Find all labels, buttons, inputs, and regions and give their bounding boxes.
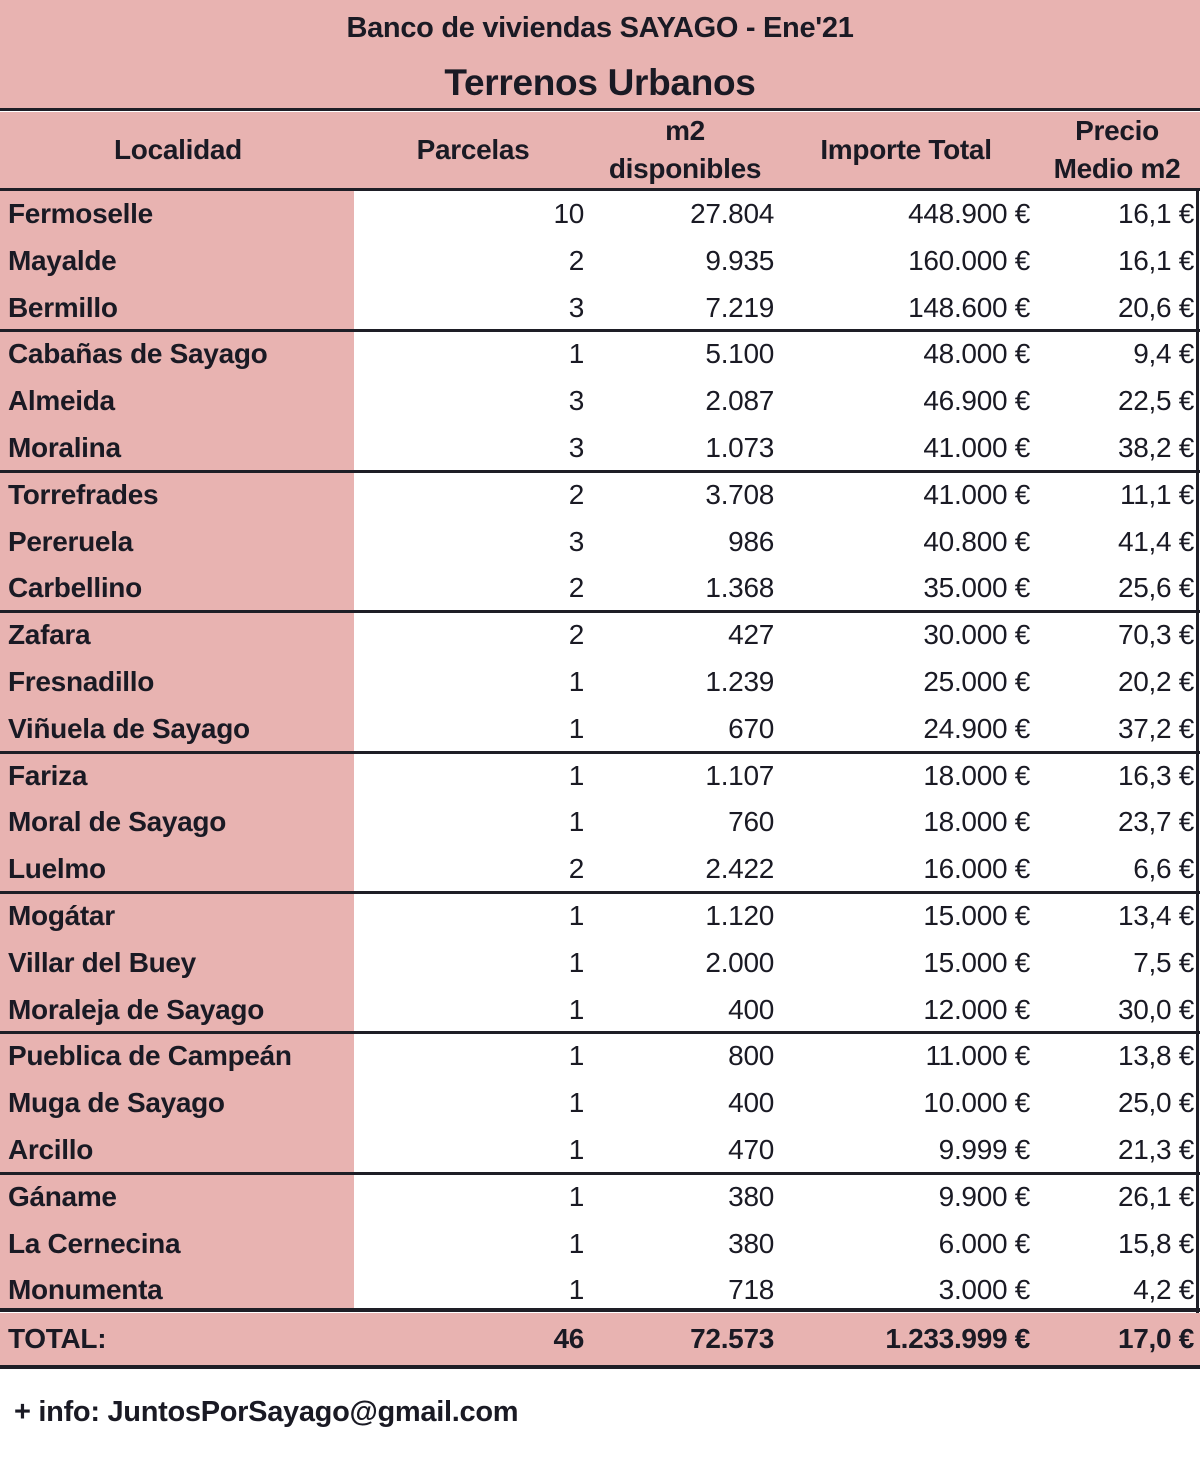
- cell-localidad: La Cernecina: [8, 1227, 181, 1259]
- cell-precio: 16,3 €: [1117, 759, 1194, 791]
- table-row: [0, 285, 1200, 332]
- cell-parcelas: 2: [568, 853, 584, 885]
- cell-m2: 470: [728, 1134, 774, 1165]
- table-row: [0, 706, 1200, 753]
- cell-parcelas: 10: [553, 198, 584, 229]
- cell-precio: 11,1 €: [1120, 478, 1194, 510]
- cell-parcelas: 2: [568, 619, 584, 651]
- cell-m2: 1.120: [705, 900, 774, 931]
- table-row: [0, 1127, 1200, 1174]
- cell-parcelas: 2: [568, 572, 584, 604]
- cell-m2: 1.368: [705, 572, 774, 604]
- cell-parcelas: 2: [568, 478, 584, 510]
- cell-localidad: Villar del Buey: [8, 946, 196, 978]
- cell-localidad: Pereruela: [8, 525, 133, 557]
- cell-m2: 670: [728, 712, 774, 744]
- cell-precio: 70,3 €: [1117, 619, 1194, 651]
- cell-importe: 9.999 €: [938, 1134, 1030, 1165]
- header-m2-line1: m2: [665, 115, 705, 146]
- total-importe: 1.233.999 €: [885, 1323, 1030, 1354]
- table-row: [0, 378, 1200, 425]
- table-row: [0, 1033, 1200, 1080]
- cell-localidad: Pueblica de Campeán: [8, 1040, 292, 1072]
- cell-parcelas: 1: [568, 1040, 584, 1072]
- cell-localidad: Moral de Sayago: [8, 806, 227, 838]
- cell-parcelas: 1: [568, 759, 584, 791]
- cell-parcelas: 1: [568, 666, 584, 697]
- cell-precio: 22,5 €: [1117, 385, 1194, 417]
- cell-importe: 148.600 €: [908, 291, 1030, 323]
- cell-importe: 10.000 €: [923, 1087, 1030, 1119]
- cell-precio: 13,8 €: [1117, 1040, 1194, 1072]
- cell-localidad: Moraleja de Sayago: [8, 993, 265, 1025]
- cell-importe: 15.000 €: [923, 900, 1030, 931]
- cell-precio: 16,1 €: [1117, 198, 1194, 229]
- cell-importe: 46.900 €: [923, 385, 1030, 417]
- cell-precio: 41,4 €: [1117, 525, 1194, 557]
- table-row: [0, 238, 1200, 285]
- cell-parcelas: 1: [568, 1134, 584, 1165]
- cell-importe: 41.000 €: [923, 478, 1030, 510]
- cell-importe: 18.000 €: [923, 806, 1030, 838]
- cell-localidad: Arcillo: [8, 1134, 94, 1165]
- cell-parcelas: 1: [568, 1180, 584, 1212]
- cell-localidad: Almeida: [8, 385, 115, 417]
- cell-localidad: Fermoselle: [8, 198, 153, 229]
- cell-precio: 13,4 €: [1117, 900, 1194, 931]
- cell-m2: 400: [728, 993, 774, 1025]
- cell-precio: 20,6 €: [1117, 291, 1194, 323]
- cell-m2: 2.087: [705, 385, 774, 417]
- cell-m2: 7.219: [705, 291, 774, 323]
- cell-precio: 38,2 €: [1117, 432, 1194, 463]
- cell-precio: 20,2 €: [1117, 666, 1194, 697]
- table-row: [0, 940, 1200, 987]
- cell-m2: 9.935: [705, 244, 774, 276]
- cell-m2: 1.239: [705, 666, 774, 697]
- divider: [0, 108, 1200, 111]
- cell-precio: 16,1 €: [1117, 244, 1194, 276]
- cell-importe: 15.000 €: [923, 946, 1030, 978]
- cell-localidad: Mayalde: [8, 244, 117, 276]
- table-row: [0, 425, 1200, 472]
- table-row: [0, 565, 1200, 612]
- table-row: [0, 191, 1200, 238]
- cell-localidad: Monumenta: [8, 1274, 163, 1306]
- cell-precio: 25,6 €: [1117, 572, 1194, 604]
- cell-parcelas: 3: [568, 432, 584, 463]
- cell-importe: 41.000 €: [923, 432, 1030, 463]
- cell-m2: 427: [728, 619, 774, 651]
- cell-importe: 18.000 €: [923, 759, 1030, 791]
- total-row: [0, 1313, 1200, 1365]
- cell-precio: 23,7 €: [1117, 806, 1194, 838]
- cell-importe: 6.000 €: [938, 1227, 1030, 1259]
- cell-localidad: Fariza: [8, 759, 88, 791]
- table-row: [0, 1174, 1200, 1221]
- cell-localidad: Cabañas de Sayago: [8, 338, 268, 370]
- cell-parcelas: 1: [568, 993, 584, 1025]
- cell-parcelas: 1: [568, 1274, 584, 1306]
- table-row: [0, 519, 1200, 566]
- cell-localidad: Torrefrades: [8, 478, 159, 510]
- table-row: [0, 612, 1200, 659]
- cell-m2: 760: [728, 806, 774, 838]
- cell-m2: 400: [728, 1087, 774, 1119]
- cell-m2: 1.073: [705, 432, 774, 463]
- cell-m2: 2.000: [705, 946, 774, 978]
- cell-localidad: Bermillo: [8, 291, 118, 323]
- table-row: [0, 1080, 1200, 1127]
- cell-precio: 37,2 €: [1117, 712, 1194, 744]
- cell-importe: 48.000 €: [923, 338, 1030, 370]
- cell-m2: 718: [728, 1274, 774, 1306]
- table-row: [0, 846, 1200, 893]
- cell-parcelas: 3: [568, 385, 584, 417]
- cell-parcelas: 1: [568, 1227, 584, 1259]
- header-m2: [590, 112, 780, 188]
- header-precio-line1: Precio: [1075, 115, 1159, 146]
- cell-m2: 986: [728, 525, 774, 557]
- cell-m2: 800: [728, 1040, 774, 1072]
- total-parcelas: 46: [553, 1323, 584, 1354]
- cell-importe: 11.000 €: [925, 1040, 1030, 1072]
- cell-parcelas: 1: [568, 806, 584, 838]
- header-precio: [1036, 112, 1198, 188]
- cell-precio: 7,5 €: [1133, 946, 1194, 978]
- header-precio-line2: Medio m2: [1053, 153, 1181, 184]
- cell-localidad: Muga de Sayago: [8, 1087, 225, 1119]
- header-m2-line2: disponibles: [608, 153, 762, 184]
- header-localidad: Localidad: [114, 134, 242, 165]
- cell-parcelas: 2: [568, 244, 584, 276]
- cell-localidad: Carbellino: [8, 572, 142, 604]
- cell-m2: 380: [728, 1227, 774, 1259]
- cell-precio: 25,0 €: [1117, 1087, 1194, 1119]
- cell-m2: 1.107: [705, 759, 774, 791]
- document-title: Banco de viviendas SAYAGO - Ene'21: [346, 12, 854, 44]
- cell-parcelas: 1: [568, 338, 584, 370]
- table-row: [0, 331, 1200, 378]
- cell-importe: 24.900 €: [923, 712, 1030, 744]
- cell-precio: 6,6 €: [1133, 853, 1194, 885]
- table-row: [0, 987, 1200, 1034]
- cell-importe: 40.800 €: [923, 525, 1030, 557]
- cell-localidad: Zafara: [8, 619, 91, 651]
- cell-localidad: Fresnadillo: [8, 666, 155, 697]
- cell-parcelas: 3: [568, 525, 584, 557]
- total-precio: 17,0 €: [1117, 1323, 1194, 1354]
- table-row: [0, 893, 1200, 940]
- table-row: [0, 472, 1200, 519]
- cell-precio: 4,2 €: [1133, 1274, 1194, 1306]
- cell-precio: 9,4 €: [1133, 338, 1194, 370]
- cell-importe: 30.000 €: [923, 619, 1030, 651]
- cell-m2: 3.708: [705, 478, 774, 510]
- cell-parcelas: 1: [568, 900, 584, 931]
- cell-parcelas: 1: [568, 1087, 584, 1119]
- cell-parcelas: 3: [568, 291, 584, 323]
- total-label: TOTAL:: [8, 1323, 107, 1354]
- cell-localidad: Luelmo: [8, 853, 106, 885]
- cell-importe: 16.000 €: [923, 853, 1030, 885]
- cell-m2: 5.100: [705, 338, 774, 370]
- cell-localidad: Mogátar: [8, 900, 115, 931]
- cell-parcelas: 1: [568, 712, 584, 744]
- table-row: [0, 753, 1200, 800]
- cell-precio: 21,3 €: [1117, 1134, 1194, 1165]
- cell-importe: 35.000 €: [923, 572, 1030, 604]
- divider: [0, 1365, 1200, 1369]
- header-importe: Importe Total: [820, 134, 992, 165]
- cell-localidad: Moralina: [8, 432, 121, 463]
- cell-parcelas: 1: [568, 946, 584, 978]
- cell-m2: 380: [728, 1180, 774, 1212]
- footer-info: + info: JuntosPorSayago@gmail.com: [14, 1396, 519, 1428]
- cell-precio: 30,0 €: [1117, 993, 1194, 1025]
- cell-m2: 27.804: [690, 198, 774, 229]
- cell-importe: 448.900 €: [908, 198, 1030, 229]
- table-row: [0, 659, 1200, 706]
- cell-importe: 9.900 €: [938, 1180, 1030, 1212]
- cell-importe: 160.000 €: [908, 244, 1030, 276]
- cell-importe: 3.000 €: [938, 1274, 1030, 1306]
- cell-precio: 15,8 €: [1117, 1227, 1194, 1259]
- divider: [0, 1308, 1200, 1312]
- cell-localidad: Gáname: [8, 1180, 117, 1212]
- cell-localidad: Viñuela de Sayago: [8, 712, 250, 744]
- cell-precio: 26,1 €: [1117, 1180, 1194, 1212]
- document-subtitle: Terrenos Urbanos: [444, 62, 756, 103]
- table-row: [0, 799, 1200, 846]
- header-parcelas: Parcelas: [416, 134, 530, 165]
- table-row: [0, 1221, 1200, 1268]
- cell-importe: 12.000 €: [923, 993, 1030, 1025]
- total-m2: 72.573: [690, 1323, 774, 1354]
- cell-importe: 25.000 €: [923, 666, 1030, 697]
- cell-m2: 2.422: [705, 853, 774, 885]
